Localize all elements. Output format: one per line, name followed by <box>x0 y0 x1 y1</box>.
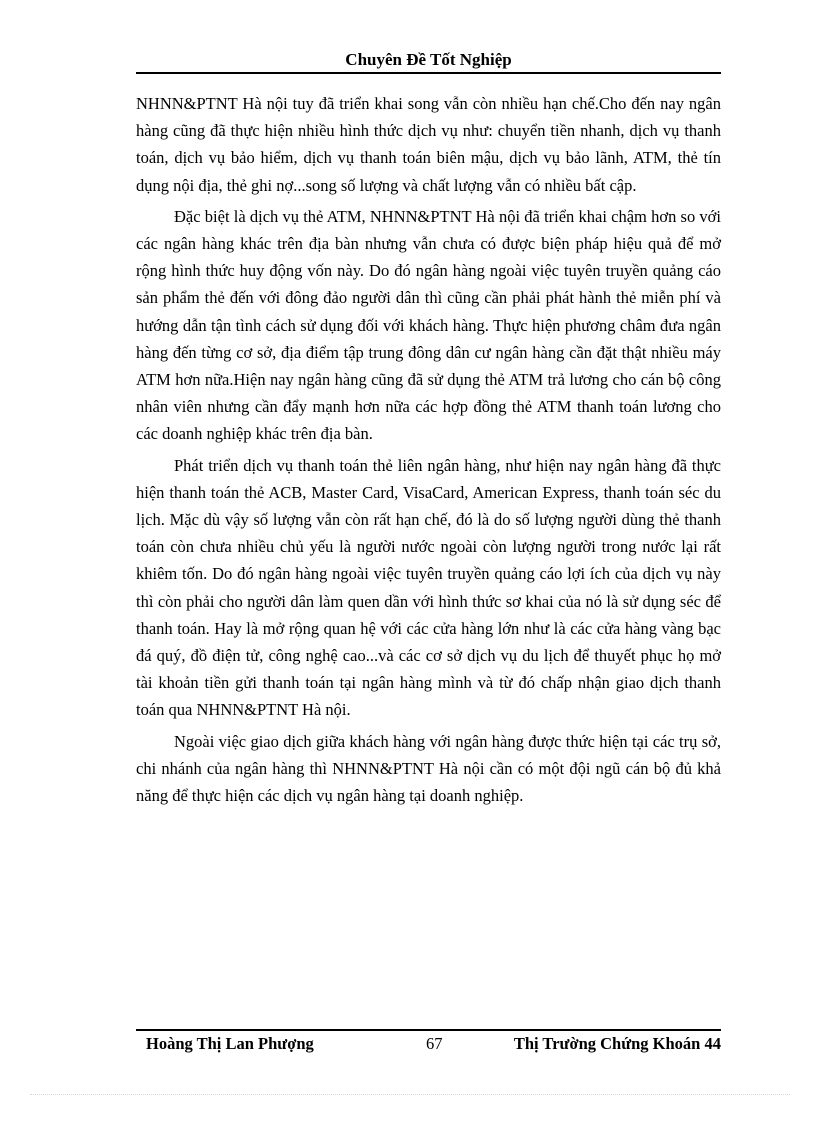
footer-rule <box>136 1029 721 1031</box>
footer-course: Thị Trường Chứng Khoán 44 <box>513 1034 721 1053</box>
paragraph-2: Đặc biệt là dịch vụ thẻ ATM, NHNN&PTNT Hà nội đã triển khai chậm hơn so với các ngân hàng khác trên địa bàn nhưng vẫn chưa có được biện pháp hiệu quả để mở rộng hình thức huy động vốn này. Do đó ngân hàng ngoài việc tuyên truyền quảng cáo sản phẩm thẻ đến với đông đảo người dân thì cũng cần phải phát hành thẻ miễn phí và hướng dẫn tận tình cách sử dụng đối với khách hàng. Thực hiện phương châm đưa ngân hàng đến từng cơ sở, địa điểm tập trung đông dân cư ngân hàng cần đặt thật nhiều máy ATM hơn nữa.Hiện nay ngân hàng cũng đã sử dụng thẻ ATM trả lương cho cán bộ công nhân viên nhưng cần đẩy mạnh hơn nữa các hợp đồng thẻ ATM thanh toán lương cho các doanh nghiệp khác trên địa bàn. <box>136 206 721 444</box>
paragraph-3: Phát triển dịch vụ thanh toán thẻ liên ngân hàng, như hiện nay ngân hàng đã thực hiện thanh toán thẻ ACB, Master Card, VisaCard, American Express, thanh toán séc du lịch. Mặc dù vậy số lượng vẫn còn rất hạn chế, đó là do số lượng người dùng thẻ thanh toán còn chưa nhiều chủ yếu là người nước ngoài còn lượng người trong nước lại rất khiêm tốn. Do đó ngân hàng ngoài việc tuyên truyền quảng cáo lợi ích của dịch vụ này thì còn phải cho người dân làm quen dần với hình thức sơ khai của nó là sử dụng séc để thanh toán. Hay là mở rộng quan hệ với các cửa hàng lớn như là các cửa hàng vàng bạc đá quý, đồ điện tử, công nghệ cao...và các cơ sở dịch vụ du lịch để thuyết phục họ mở tài khoản tiền gửi thanh toán tại ngân hàng mình và từ đó chấp nhận giao dịch thanh toán qua NHNN&PTNT Hà nội. <box>136 455 721 720</box>
paragraph-1: NHNN&PTNT Hà nội tuy đã triển khai song vẫn còn nhiều hạn chế.Cho đến nay ngân hàng cũng đã thực hiện nhiều hình thức dịch vụ như: chuyển tiền nhanh, dịch vụ thanh toán, dịch vụ bảo hiểm, dịch vụ thanh toán biên mậu, dịch vụ bảo lãnh, ATM, thẻ tín dụng nội địa, thẻ ghi nợ...song số lượng và chất lượng vẫn có nhiều bất cập. <box>136 94 721 195</box>
footer-page-number: 67 <box>426 1034 443 1053</box>
body-text <box>136 90 721 813</box>
page-header-title: Chuyên Đề Tốt Nghiệp <box>345 50 512 69</box>
footer-author: Hoàng Thị Lan Phượng <box>146 1034 314 1053</box>
page-bottom-edge <box>30 1094 790 1095</box>
header-rule <box>136 72 721 74</box>
paragraph-4: Ngoài việc giao dịch giữa khách hàng với ngân hàng được thức hiện tại các trụ sở, chi nhánh của ngân hàng thì NHNN&PTNT Hà nội cần có một đội ngũ cán bộ đủ khả năng để thực hiện các dịch vụ ngân hàng tại doanh nghiệp. <box>136 731 721 806</box>
